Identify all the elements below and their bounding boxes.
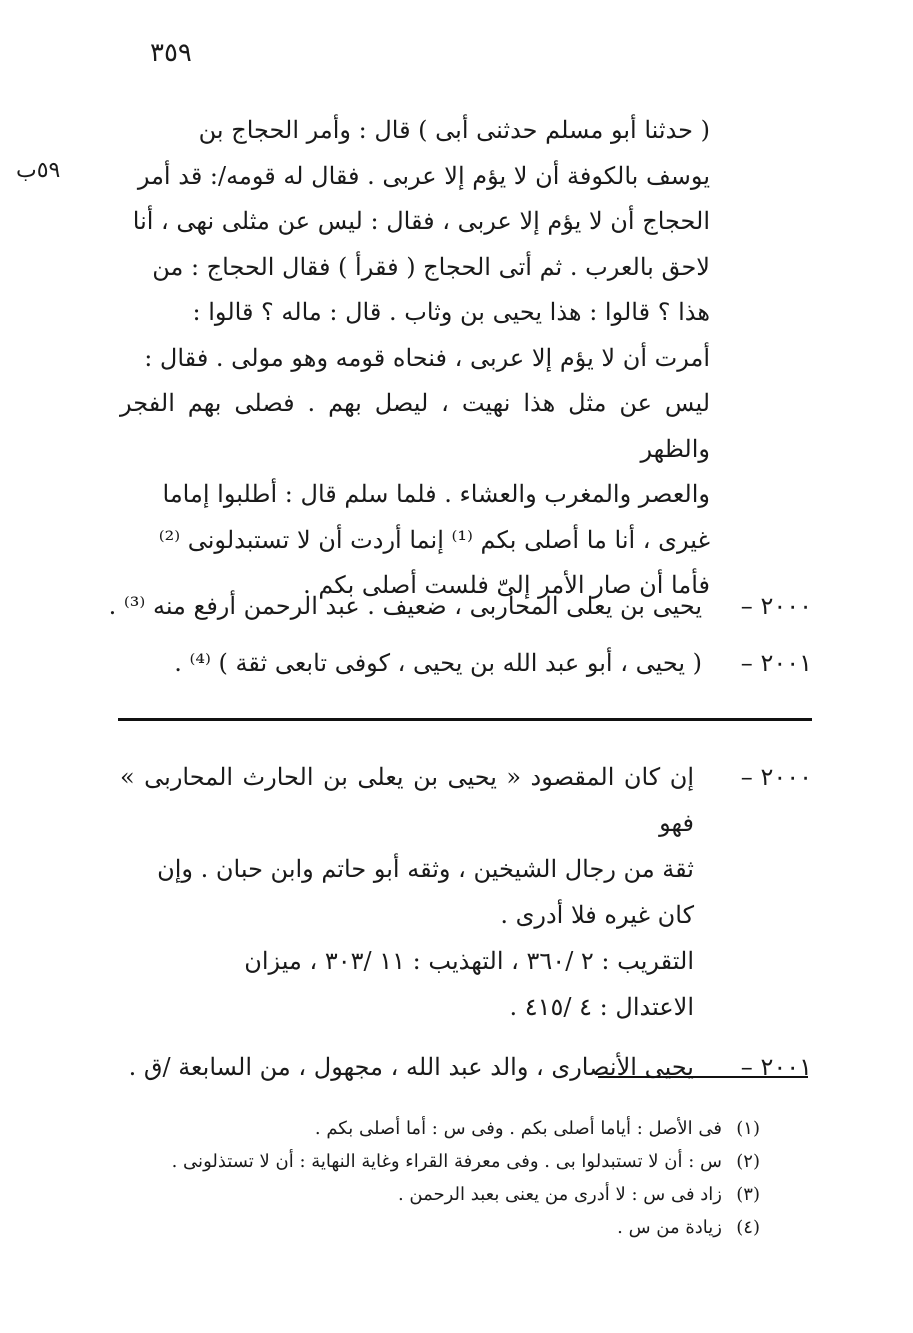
text-line: لاحق بالعرب . ثم أتى الحجاج ( فقرأ ) فقال الحجاج : من — [152, 252, 710, 281]
text-line: يوسف بالكوفة أن لا يؤم إلا عربى . فقال له قومه/: قد أمر — [137, 161, 710, 190]
section-divider — [118, 718, 812, 721]
footnote-text: فى الأصل : أياما أصلى بكم . وفى س : أما أصلى بكم . — [314, 1118, 722, 1139]
footnote-number: (٣) — [736, 1184, 760, 1205]
footnote-text: زاد فى س : لا أدرى من يعنى بعبد الرحمن . — [397, 1184, 722, 1205]
footnote — [100, 1178, 760, 1211]
footnotes-block — [100, 1112, 760, 1244]
footnote-divider — [598, 1076, 808, 1078]
text-line: غيرى ، أنا ما أصلى بكم ⁽¹⁾ إنما أردت أن لا تستبدلونى ⁽²⁾ — [158, 525, 710, 554]
commentary-number: ٢٠٠١ – — [740, 1053, 812, 1081]
commentary-2001 — [120, 1044, 812, 1090]
entry-2000 — [100, 583, 812, 629]
commentary-body — [120, 1044, 694, 1090]
footnote-number: (٤) — [736, 1217, 760, 1238]
text-line: الحجاج أن لا يؤم إلا عربى ، فقال : ليس عن مثلى نهى ، أنا — [132, 207, 710, 235]
text-line: والعصر والمغرب والعشاء . فلما سلم قال : أطلبوا إماما — [162, 480, 710, 508]
commentary-line: الاعتدال : ٤ /٤١٥ . — [509, 993, 694, 1021]
footnote-number: (١) — [736, 1118, 760, 1139]
text-line: هذا ؟ قالوا : هذا يحيى بن وثاب . قال : ماله ؟ قالوا : — [192, 298, 710, 326]
entry-number: ٢٠٠١ – — [740, 649, 812, 677]
manuscript-folio-note: ٥٩ب — [16, 158, 61, 183]
footnote-text: س : أن لا تستبدلوا بى . وفى معرفة القراء وغاية النهاية : أن لا تستذلونى . — [171, 1151, 722, 1172]
commentary-line: ثقة من رجال الشيخين ، وثقه أبو حاتم وابن حبان . وإن — [157, 855, 694, 883]
commentary-line: التقريب : ٢ /٣٦٠ ، التهذيب : ١١ /٣٠٣ ، ميزان — [244, 947, 694, 975]
entry-2001 — [100, 640, 812, 686]
commentary-number: ٢٠٠٠ – — [740, 763, 812, 791]
commentary-line: يحيى الأنصارى ، والد عبد الله ، مجهول ، من السابعة /ق . — [128, 1053, 694, 1081]
text-line: ( حدثنا أبو مسلم حدثنى أبى ) قال : وأمر الحجاج بن — [198, 116, 710, 144]
commentary-line: إن كان المقصود « يحيى بن يعلى بن الحارث المحاربى » فهو — [120, 763, 694, 837]
footnote — [100, 1211, 760, 1244]
entry-text: يحيى بن يعلى المحاربى ، ضعيف . عبد الرحمن أرفع منه ⁽³⁾ . — [108, 592, 702, 620]
footnote — [100, 1112, 760, 1145]
footnote — [100, 1145, 760, 1178]
text-line: أمرت أن لا يؤم إلا عربى ، فنحاه قومه وهو مولى . فقال : — [144, 343, 710, 372]
commentary-2000 — [120, 754, 812, 1030]
text-line: فأما أن صار الأمر إلىّ فلست أصلى بكم . — [303, 571, 710, 599]
page-number: ٣٥٩ — [150, 38, 192, 68]
footnote-text: زيادة من س . — [617, 1217, 722, 1238]
main-text-block — [120, 108, 710, 609]
entry-text: ( يحيى ، أبو عبد الله بن يحيى ، كوفى تابعى ثقة ) ⁽⁴⁾ . — [174, 649, 702, 677]
commentary-body — [120, 754, 694, 1030]
entry-number: ٢٠٠٠ – — [740, 592, 812, 620]
footnote-number: (٢) — [736, 1151, 760, 1172]
commentary-block — [120, 754, 812, 1090]
text-line: ليس عن مثل هذا نهيت ، ليصل بهم . فصلى بهم الفجر والظهر — [120, 389, 710, 463]
commentary-line: كان غيره فلا أدرى . — [500, 901, 694, 929]
